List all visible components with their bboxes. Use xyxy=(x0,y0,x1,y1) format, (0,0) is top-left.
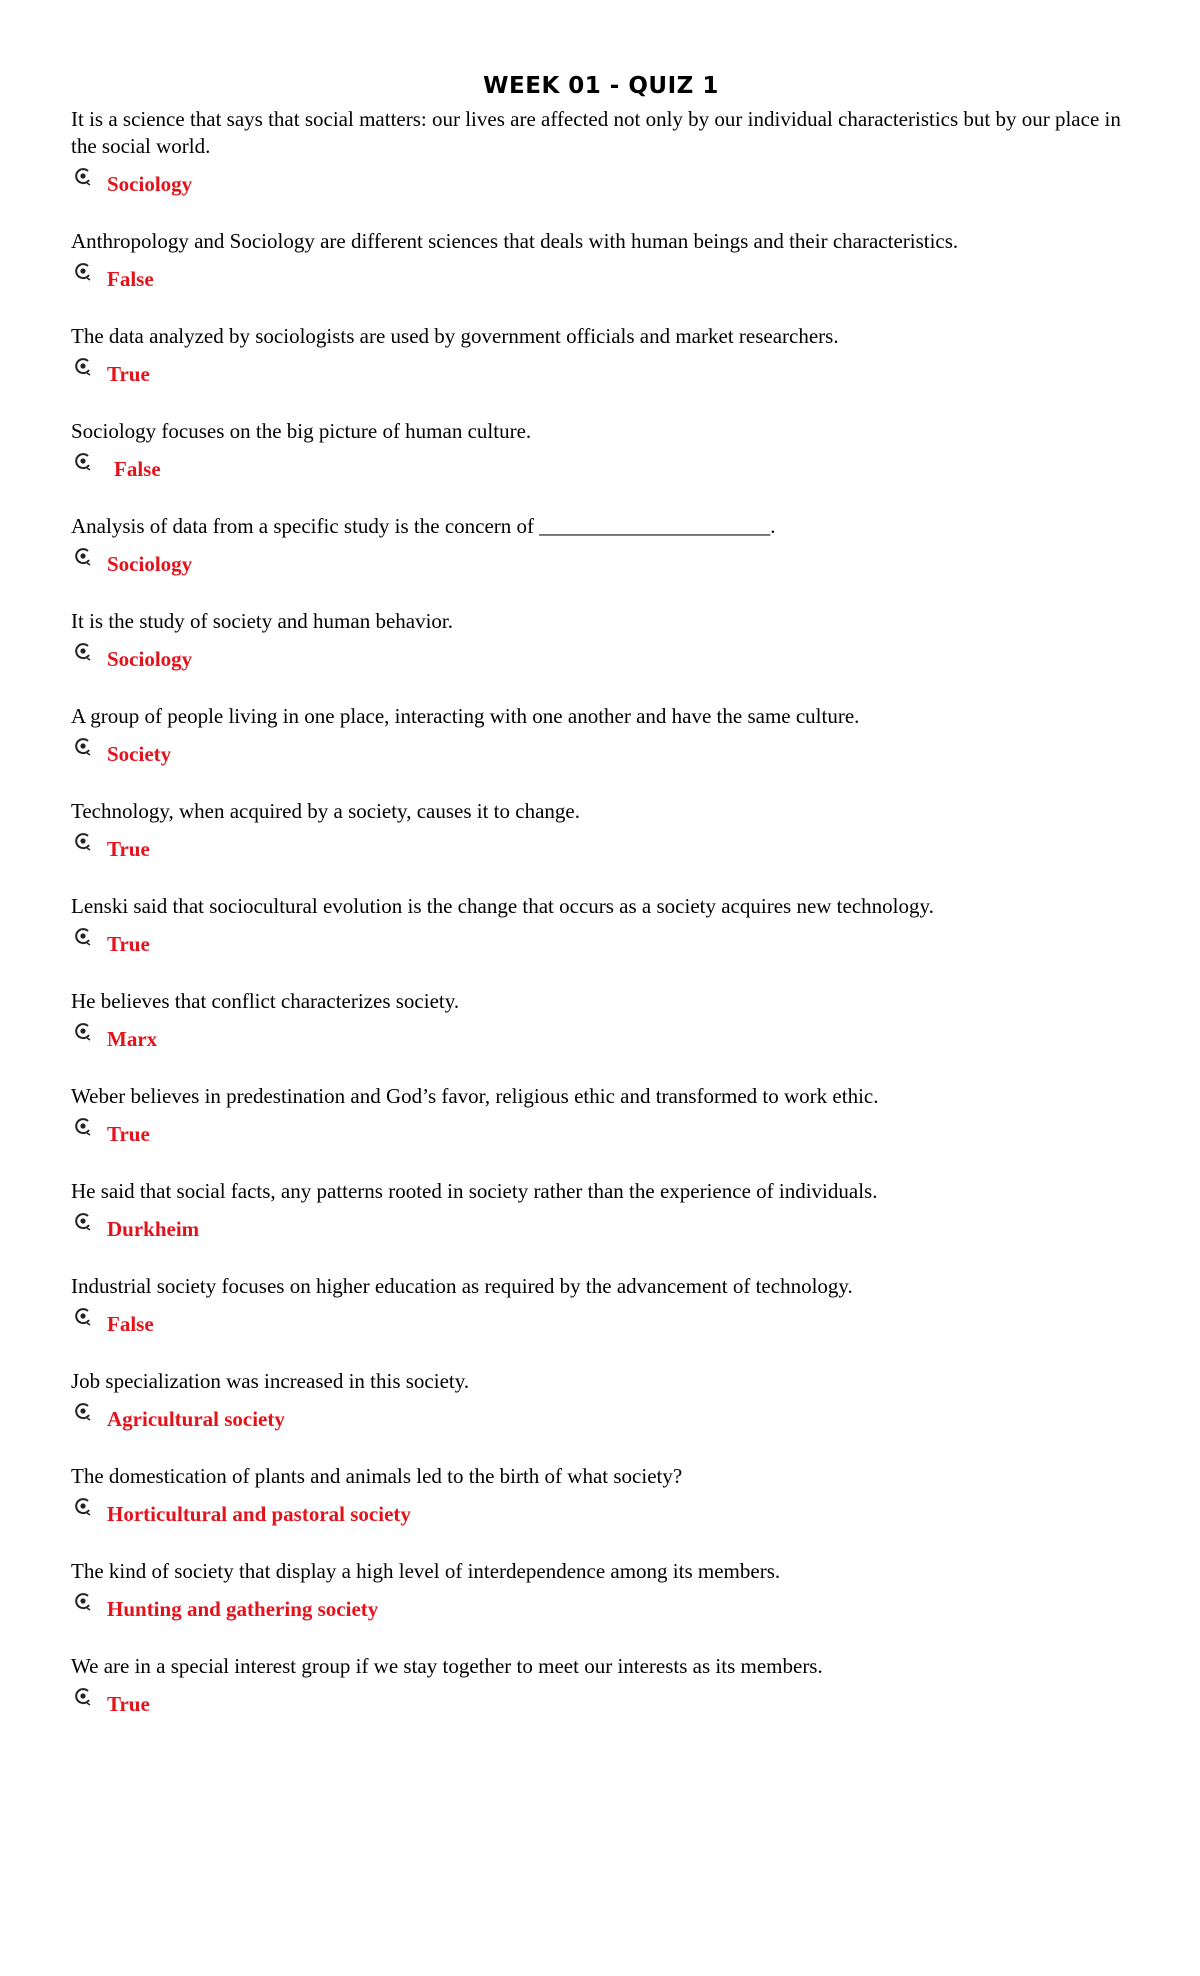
question-text: He said that social facts, any patterns rooted in society rather than the experience of individuals. xyxy=(71,1179,878,1203)
question-text: Sociology focuses on the big picture of human culture. xyxy=(71,419,532,443)
answer-text: Society xyxy=(107,742,172,766)
question-text: Technology, when acquired by a society, causes it to change. xyxy=(71,799,580,823)
answer-row xyxy=(71,164,1131,204)
selected-radio-icon xyxy=(73,261,95,283)
answer-row xyxy=(71,924,1131,964)
selected-radio-icon xyxy=(73,546,95,568)
question-text: Lenski said that sociocultural evolution is the change that occurs as a society acquires new technology. xyxy=(71,894,934,918)
question-text: The data analyzed by sociologists are used by government officials and market researchers. xyxy=(71,324,839,348)
answer-row xyxy=(71,1494,1131,1534)
answer-text: Sociology xyxy=(107,647,193,671)
answer-row xyxy=(71,1399,1131,1439)
answer-text: True xyxy=(107,837,150,861)
selected-radio-icon xyxy=(73,451,95,473)
selected-radio-icon xyxy=(73,1021,95,1043)
answer-row xyxy=(71,354,1131,394)
answer-text: True xyxy=(107,932,150,956)
selected-radio-icon xyxy=(73,736,95,758)
selected-radio-icon xyxy=(73,1591,95,1613)
answer-text: Durkheim xyxy=(107,1217,200,1241)
question-item-11 xyxy=(71,1083,1131,1154)
question-list xyxy=(71,106,1131,1724)
question-item-4 xyxy=(71,418,1131,489)
answer-text: Sociology xyxy=(107,552,193,576)
answer-text: True xyxy=(107,362,150,386)
question-text: We are in a special interest group if we stay together to meet our interests as its members. xyxy=(71,1654,823,1678)
answer-row xyxy=(71,259,1131,299)
question-item-16 xyxy=(71,1558,1131,1629)
answer-row xyxy=(71,1684,1131,1724)
question-item-5 xyxy=(71,513,1131,584)
answer-row xyxy=(71,639,1131,679)
answer-text: False xyxy=(107,1312,154,1336)
question-item-12 xyxy=(71,1178,1131,1249)
answer-text: Sociology xyxy=(107,172,193,196)
answer-row xyxy=(71,449,1131,489)
question-item-15 xyxy=(71,1463,1131,1534)
answer-text: Horticultural and pastoral society xyxy=(107,1502,411,1526)
answer-text: False xyxy=(107,267,154,291)
answer-row xyxy=(71,1209,1131,1249)
question-text: The domestication of plants and animals led to the birth of what society? xyxy=(71,1464,683,1488)
selected-radio-icon xyxy=(73,1496,95,1518)
answer-text: Marx xyxy=(107,1027,158,1051)
question-item-13 xyxy=(71,1273,1131,1344)
question-item-6 xyxy=(71,608,1131,679)
question-text: He believes that conflict characterizes society. xyxy=(71,989,460,1013)
answer-row xyxy=(71,544,1131,584)
question-item-1 xyxy=(71,106,1131,204)
answer-row xyxy=(71,829,1131,869)
answer-text: True xyxy=(107,1692,150,1716)
question-text: Anthropology and Sociology are different sciences that deals with human beings and their characteristics. xyxy=(71,229,959,253)
answer-row xyxy=(71,1019,1131,1059)
question-text: The kind of society that display a high level of interdependence among its members. xyxy=(71,1559,781,1583)
answer-text: Agricultural society xyxy=(107,1407,285,1431)
question-item-2 xyxy=(71,228,1131,299)
question-text: It is the study of society and human behavior. xyxy=(71,609,454,633)
selected-radio-icon xyxy=(73,1686,95,1708)
answer-row xyxy=(71,1589,1131,1629)
selected-radio-icon xyxy=(73,926,95,948)
selected-radio-icon xyxy=(73,831,95,853)
answer-row xyxy=(71,734,1131,774)
question-text: It is a science that says that social matters: our lives are affected not only by our individual characteristics but by our place in the social world. xyxy=(71,107,1121,158)
question-text: Analysis of data from a specific study is the concern of ______________________. xyxy=(71,514,776,538)
selected-radio-icon xyxy=(73,641,95,663)
selected-radio-icon xyxy=(73,166,95,188)
quiz-title: WEEK 01 - QUIZ 1 xyxy=(483,73,719,99)
question-item-3 xyxy=(71,323,1131,394)
answer-text: False xyxy=(114,457,161,481)
question-item-14 xyxy=(71,1368,1131,1439)
question-text: Job specialization was increased in this society. xyxy=(71,1369,470,1393)
question-item-8 xyxy=(71,798,1131,869)
selected-radio-icon xyxy=(73,1306,95,1328)
question-item-10 xyxy=(71,988,1131,1059)
answer-row xyxy=(71,1114,1131,1154)
answer-row xyxy=(71,1304,1131,1344)
question-text: Industrial society focuses on higher education as required by the advancement of technology. xyxy=(71,1274,853,1298)
selected-radio-icon xyxy=(73,1116,95,1138)
selected-radio-icon xyxy=(73,1211,95,1233)
question-item-9 xyxy=(71,893,1131,964)
question-text: A group of people living in one place, interacting with one another and have the same culture. xyxy=(71,704,860,728)
answer-text: True xyxy=(107,1122,150,1146)
quiz-document xyxy=(71,66,1131,1724)
question-text: Weber believes in predestination and God’s favor, religious ethic and transformed to work ethic. xyxy=(71,1084,879,1108)
question-item-7 xyxy=(71,703,1131,774)
answer-text: Hunting and gathering society xyxy=(107,1597,379,1621)
selected-radio-icon xyxy=(73,356,95,378)
question-item-17 xyxy=(71,1653,1131,1724)
selected-radio-icon xyxy=(73,1401,95,1423)
